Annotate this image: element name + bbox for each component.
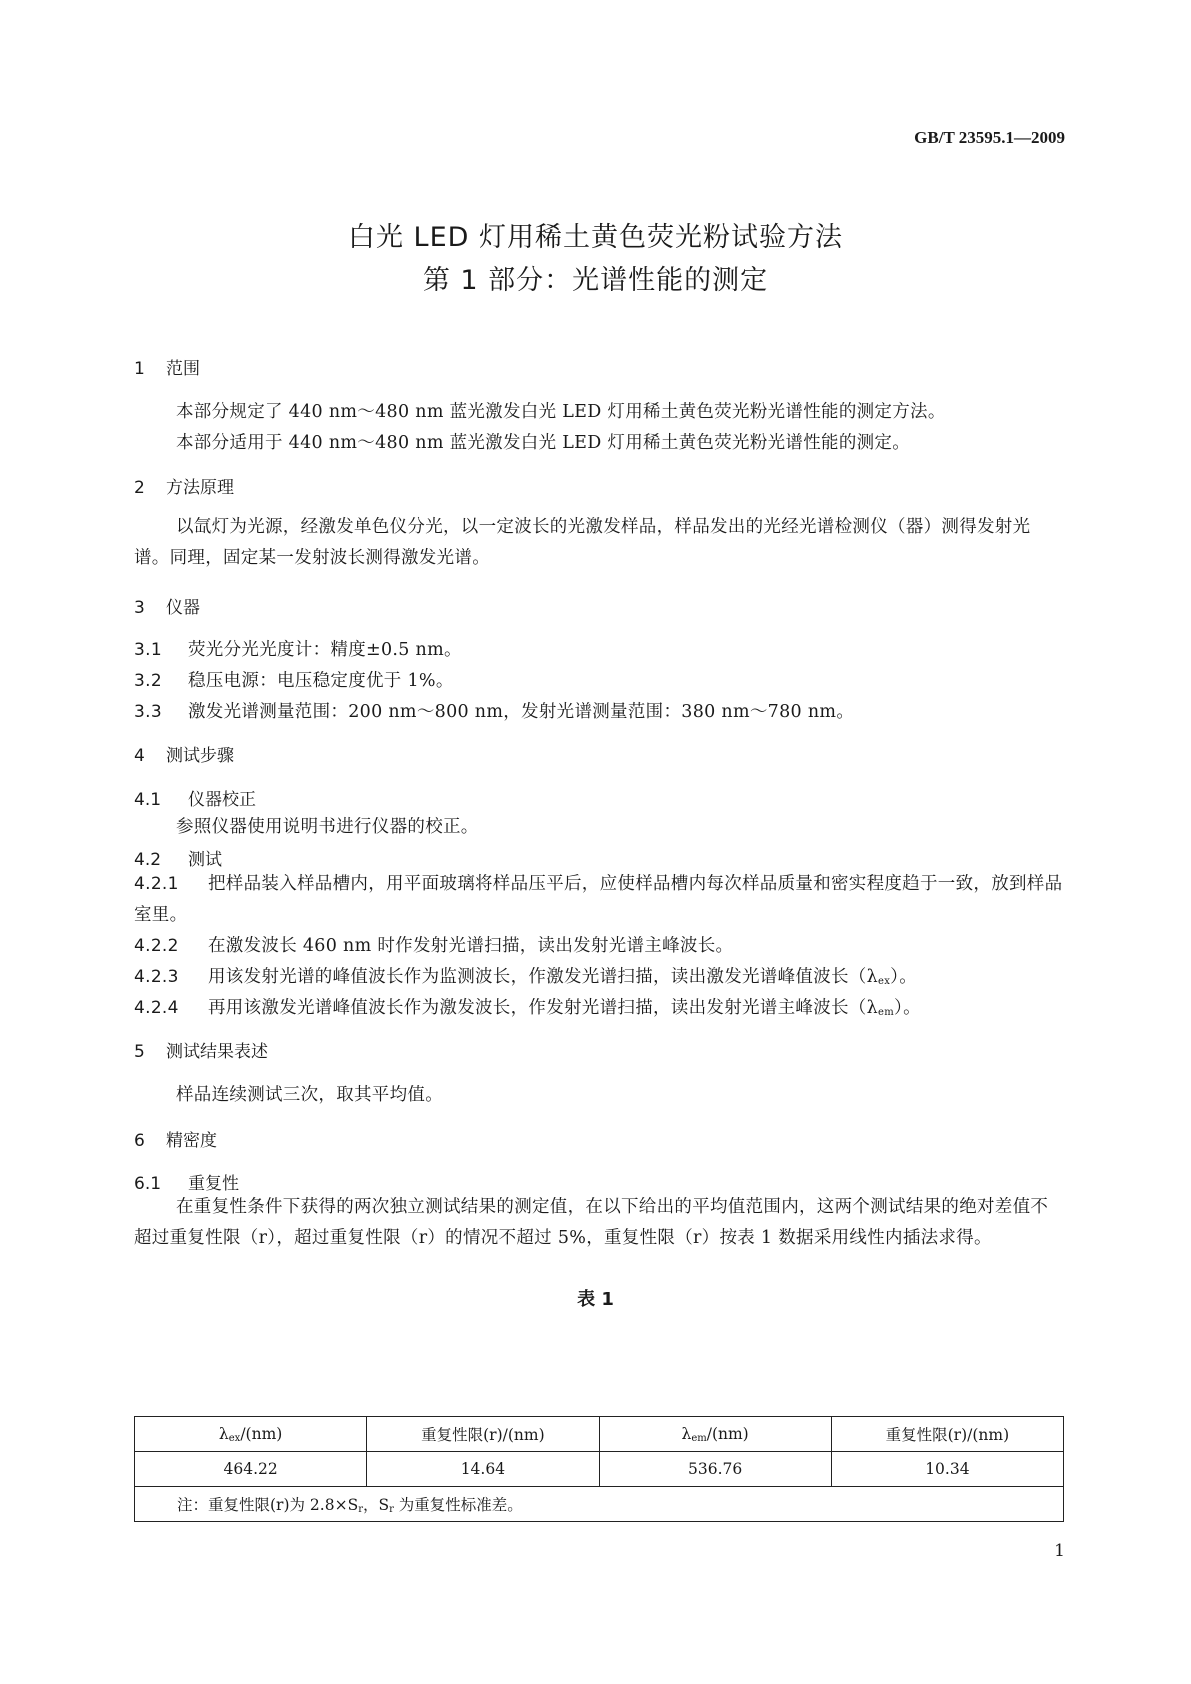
header-cell-lambda-em: $\lambda_{em}/(nm)$ xyxy=(599,1417,831,1452)
table-note-row xyxy=(135,1487,1064,1522)
subsection-number: 6.1 xyxy=(134,1174,162,1194)
section-number: 6 xyxy=(134,1131,145,1151)
clause-3-3 xyxy=(134,698,854,723)
section-5-text: 样品连续测试三次，取其平均值。 xyxy=(176,1085,443,1105)
clause-text: 激发光谱测量范围：200 nm～800 nm，发射光谱测量范围：380 nm～780 nm。 xyxy=(188,702,855,722)
section-title: 范围 xyxy=(166,359,200,379)
lambda-subscript: em xyxy=(878,1007,895,1018)
subsection-title: 仪器校正 xyxy=(188,790,256,810)
clause-number: 4.2.3 xyxy=(134,967,179,987)
section-title: 精密度 xyxy=(166,1131,217,1151)
section-number: 3 xyxy=(134,598,145,618)
clause-4-2-2 xyxy=(134,932,733,957)
subsection-6-1-text: 在重复性条件下获得的两次独立测试结果的测定值，在以下给出的平均值范围内，这两个测试结果的绝对差值不超过重复性限（r），超过重复性限（r）的情况不超过 5%，重复性限（r）按表 1 数据采用线性内插法求得。 xyxy=(134,1197,1049,1248)
section-2-paragraph: 以氙灯为光源，经激发单色仪分光，以一定波长的光激发样品，样品发出的光经光谱检测仪（器）测得发射光谱。同理，固定某一发射波长测得激发光谱。 xyxy=(134,517,1031,568)
document-title-line1: 白光 LED 灯用稀土黄色荧光粉试验方法 xyxy=(347,222,844,253)
section-title: 方法原理 xyxy=(166,478,234,498)
clause-3-1 xyxy=(134,636,462,661)
standard-number: GB/T 23595.1—2009 xyxy=(914,128,1065,147)
section-1-paragraph-1: 本部分规定了 440 nm～480 nm 蓝光激发白光 LED 灯用稀土黄色荧光粉光谱性能的测定方法。 xyxy=(176,402,946,422)
header-cell-repeatability-2: 重复性限(r)/(nm) xyxy=(831,1417,1063,1452)
clause-text: 荧光分光光度计：精度±0.5 nm。 xyxy=(188,640,462,660)
clause-3-2 xyxy=(134,667,454,692)
clause-4-2-4 xyxy=(134,994,921,1019)
section-4-heading xyxy=(134,741,234,766)
table-row xyxy=(135,1452,1064,1487)
section-title: 测试结果表述 xyxy=(166,1042,268,1062)
section-5-heading xyxy=(134,1037,268,1062)
table-1 xyxy=(134,1416,1064,1522)
clause-text: 把样品装入样品槽内，用平面玻璃将样品压平后，应使样品槽内每次样品质量和密实程度趋于一致，放到样品室里。 xyxy=(134,874,1063,925)
clause-4-2-1 xyxy=(134,869,1064,931)
document-title-line2: 第 1 部分：光谱性能的测定 xyxy=(422,265,769,296)
subsection-title: 重复性 xyxy=(188,1174,239,1194)
subsection-number: 4.2 xyxy=(134,850,162,870)
clause-text: 再用该激发光谱峰值波长作为激发波长，作发射光谱扫描，读出发射光谱主峰波长（λ xyxy=(208,998,878,1018)
clause-number: 4.2.1 xyxy=(134,874,179,894)
table-cell: 14.64 xyxy=(367,1452,599,1487)
section-title: 仪器 xyxy=(166,598,200,618)
subsection-title: 测试 xyxy=(188,850,222,870)
section-1-heading xyxy=(134,354,200,379)
section-6-heading xyxy=(134,1126,217,1151)
lambda-subscript: ex xyxy=(878,976,891,987)
section-number: 1 xyxy=(134,359,145,379)
section-title: 测试步骤 xyxy=(166,746,234,766)
subsection-6-1-heading xyxy=(134,1169,239,1194)
page-number: 1 xyxy=(1054,1541,1065,1561)
clause-number: 4.2.4 xyxy=(134,998,179,1018)
section-1-paragraph-2: 本部分适用于 440 nm～480 nm 蓝光激发白光 LED 灯用稀土黄色荧光粉光谱性能的测定。 xyxy=(176,433,911,453)
subsection-4-2-heading xyxy=(134,845,222,870)
section-number: 5 xyxy=(134,1042,145,1062)
section-number: 2 xyxy=(134,478,145,498)
header-cell-lambda-ex: $\lambda_{ex}/(nm)$ xyxy=(135,1417,367,1452)
subsection-4-1-heading xyxy=(134,785,256,810)
clause-number: 3.2 xyxy=(134,671,162,691)
header-cell-repeatability-1: 重复性限(r)/(nm) xyxy=(367,1417,599,1452)
table-cell: 10.34 xyxy=(831,1452,1063,1487)
section-number: 4 xyxy=(134,746,145,766)
clause-number: 4.2.2 xyxy=(134,936,179,956)
clause-text: 在激发波长 460 nm 时作发射光谱扫描，读出发射光谱主峰波长。 xyxy=(208,936,734,956)
clause-number: 3.3 xyxy=(134,702,162,722)
subsection-4-1-text: 参照仪器使用说明书进行仪器的校正。 xyxy=(176,817,479,837)
table-cell: 464.22 xyxy=(135,1452,367,1487)
clause-text-end: ）。 xyxy=(894,998,921,1018)
table-note: 注：重复性限(r)为 $2.8\times S_r$，$S_r$ 为重复性标准差。 xyxy=(135,1487,1064,1522)
table-cell: 536.76 xyxy=(599,1452,831,1487)
section-2-heading xyxy=(134,473,234,498)
table-1-caption: 表 1 xyxy=(577,1289,614,1310)
table-header-row xyxy=(135,1417,1064,1452)
clause-4-2-3 xyxy=(134,963,917,988)
clause-number: 3.1 xyxy=(134,640,162,660)
section-3-heading xyxy=(134,593,200,618)
clause-text: 稳压电源：电压稳定度优于 1%。 xyxy=(188,671,454,691)
subsection-number: 4.1 xyxy=(134,790,162,810)
clause-text: 用该发射光谱的峰值波长作为监测波长，作激发光谱扫描，读出激发光谱峰值波长（λ xyxy=(208,967,878,987)
clause-text-end: ）。 xyxy=(890,967,918,987)
